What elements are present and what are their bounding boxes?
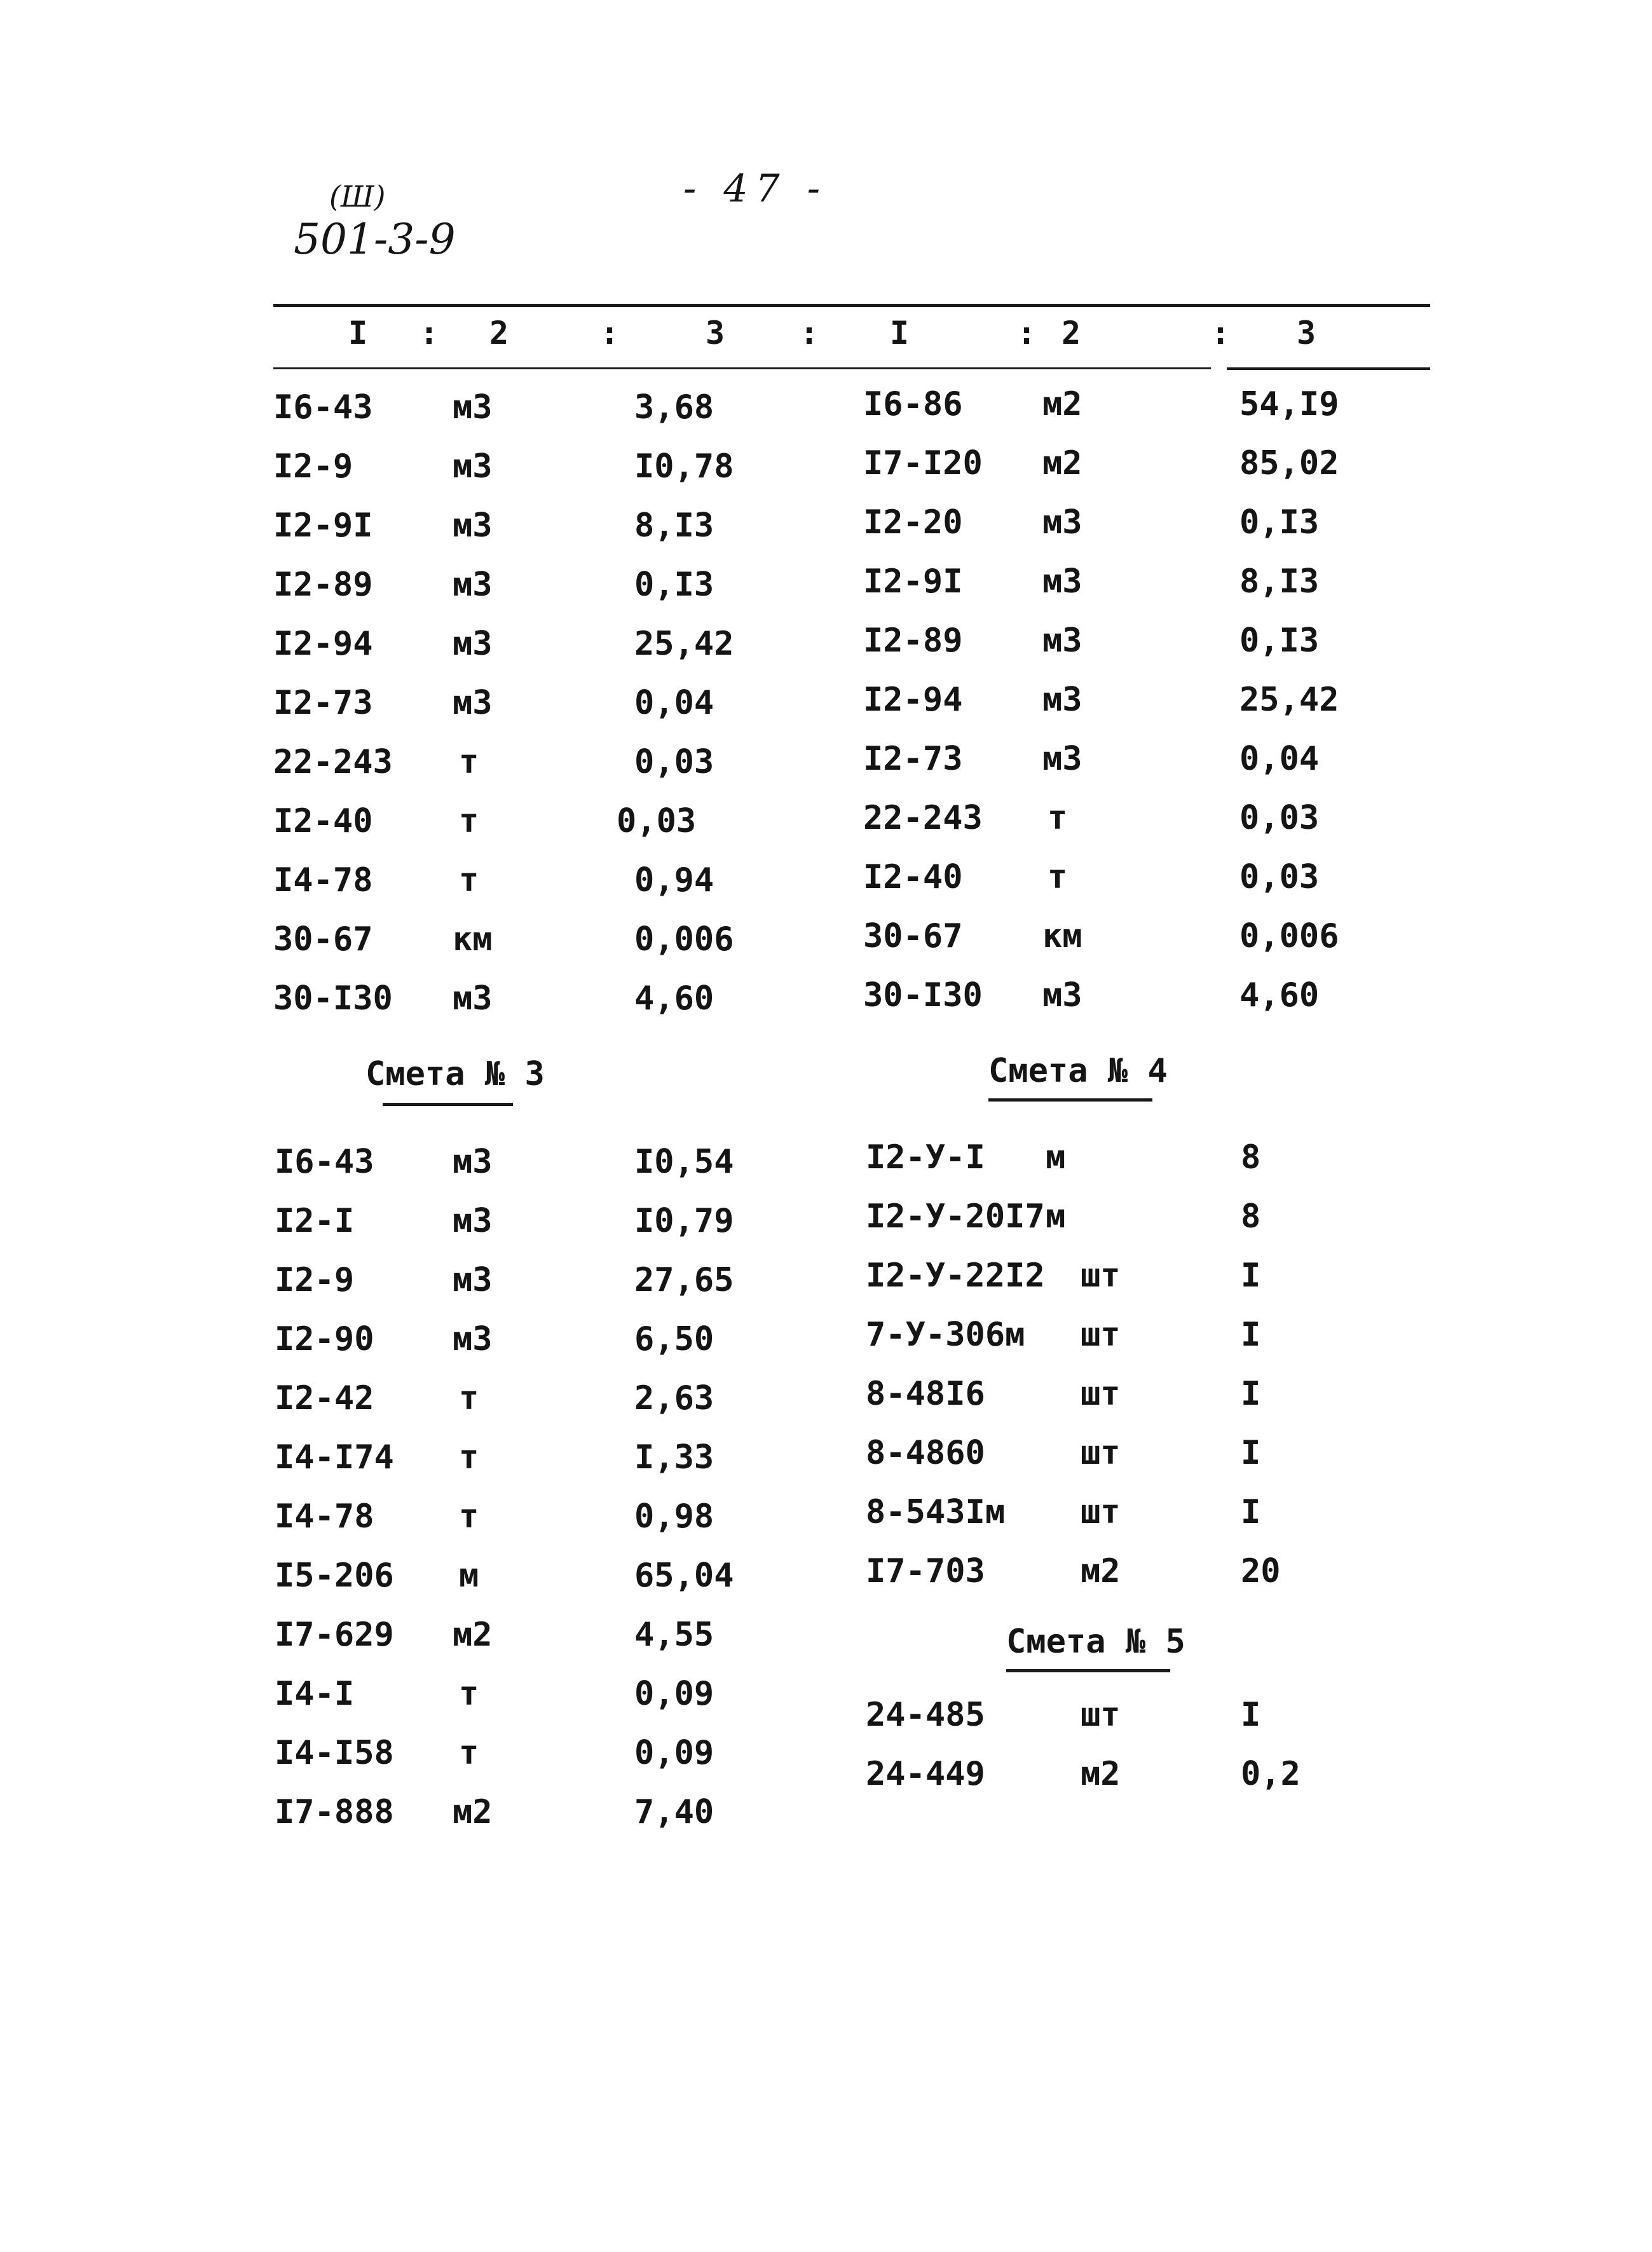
row-value: 0,006	[634, 920, 734, 959]
row-unit: м2	[1081, 1755, 1121, 1793]
row-code: I4-I74	[275, 1438, 394, 1477]
row-unit: т	[459, 802, 479, 840]
row-value: 0,006	[1239, 917, 1339, 955]
row-unit: м2	[453, 1793, 493, 1831]
row-unit: т	[459, 1675, 479, 1713]
row-code: 22-243	[863, 799, 983, 837]
row-code: I2-89	[863, 622, 963, 660]
row-unit: шт	[1081, 1316, 1121, 1354]
smeta-4-underline	[988, 1098, 1152, 1102]
row-unit: м3	[1042, 976, 1082, 1014]
row-unit: шт	[1081, 1493, 1121, 1531]
header-sep-3: :	[800, 315, 819, 351]
row-value: 20	[1241, 1552, 1281, 1590]
row-value: 0,03	[634, 743, 714, 781]
row-code: I7-888	[275, 1793, 394, 1831]
row-unit: м3	[1042, 622, 1082, 660]
row-unit: шт	[1081, 1696, 1121, 1734]
row-unit: м	[1046, 1198, 1066, 1236]
row-value: 4,60	[1239, 976, 1320, 1014]
row-code: I2-9I	[273, 507, 373, 545]
row-unit: т	[1048, 799, 1068, 837]
row-unit: т	[459, 1438, 479, 1477]
row-value: 2,63	[634, 1379, 714, 1417]
row-code: 8-48I6	[866, 1375, 985, 1413]
row-unit: т	[459, 743, 479, 781]
row-value: I	[1241, 1375, 1261, 1413]
row-value: 0,I3	[1239, 622, 1320, 660]
row-unit: км	[453, 920, 493, 959]
header-rule-bottom-right	[1227, 367, 1430, 370]
row-unit: т	[1048, 858, 1068, 896]
row-code: I2-89	[273, 566, 373, 604]
header-rule-bottom-left	[273, 367, 1211, 369]
row-unit: м3	[453, 447, 493, 486]
smeta-3-title: Смета № 3	[365, 1055, 545, 1093]
row-unit: т	[459, 1379, 479, 1417]
row-unit: м3	[453, 1143, 493, 1181]
row-value: 25,42	[1239, 681, 1339, 719]
row-unit: шт	[1081, 1434, 1121, 1472]
row-unit: м3	[453, 1320, 493, 1358]
row-value: 0,98	[634, 1498, 714, 1536]
row-value: 8	[1241, 1198, 1261, 1236]
row-value: 0,2	[1241, 1755, 1300, 1793]
row-value: I	[1241, 1696, 1261, 1734]
row-unit: м3	[453, 625, 493, 663]
row-code: I2-40	[863, 858, 963, 896]
row-code: 30-67	[863, 917, 963, 955]
header-col-1-right: I	[890, 315, 910, 351]
row-value: 0,03	[617, 802, 697, 840]
row-value: 6,50	[634, 1320, 714, 1358]
row-code: 30-I30	[273, 979, 393, 1018]
row-code: I2-9	[275, 1261, 355, 1299]
row-value: 0,04	[1239, 740, 1320, 778]
row-value: 8,I3	[1239, 563, 1320, 601]
header-rule-top	[273, 304, 1430, 307]
row-value: I	[1241, 1493, 1261, 1531]
row-code: I7-629	[275, 1616, 394, 1654]
row-unit: м3	[1042, 503, 1082, 542]
row-value: I0,79	[634, 1202, 734, 1240]
row-value: I	[1241, 1316, 1261, 1354]
row-value: 4,55	[634, 1616, 714, 1654]
row-value: I	[1241, 1434, 1261, 1472]
row-unit: м3	[453, 1261, 493, 1299]
row-code: 8-4860	[866, 1434, 985, 1472]
row-code: I2-73	[863, 740, 963, 778]
row-value: 3,68	[634, 388, 714, 427]
row-code: I6-86	[863, 385, 963, 423]
row-value: I	[1241, 1257, 1261, 1295]
row-value: 0,09	[634, 1734, 714, 1772]
row-unit: м2	[453, 1616, 493, 1654]
row-value: 25,42	[634, 625, 734, 663]
row-unit: шт	[1081, 1257, 1121, 1295]
row-code: I7-703	[866, 1552, 985, 1590]
row-unit: м2	[1081, 1552, 1121, 1590]
row-unit: м3	[453, 684, 493, 722]
row-code: I2-90	[275, 1320, 374, 1358]
row-value: I,33	[634, 1438, 714, 1477]
row-value: I0,78	[634, 447, 734, 486]
row-unit: т	[459, 1734, 479, 1772]
row-value: 0,03	[1239, 799, 1320, 837]
row-value: 0,09	[634, 1675, 714, 1713]
row-unit: м2	[1042, 444, 1082, 482]
row-code: I6-43	[275, 1143, 374, 1181]
smeta-5-underline	[1006, 1669, 1170, 1672]
row-value: I0,54	[634, 1143, 734, 1181]
row-unit: м3	[453, 388, 493, 427]
header-sep-5: :	[1211, 315, 1231, 351]
row-value: 0,94	[634, 861, 714, 899]
row-code: I2-40	[273, 802, 373, 840]
header-col-1-left: I	[348, 315, 368, 351]
row-code: I2-У-I	[866, 1138, 985, 1177]
row-code: I2-У-20I7	[866, 1198, 1045, 1236]
row-code: I4-I	[275, 1675, 355, 1713]
row-value: 27,65	[634, 1261, 734, 1299]
row-code: I2-94	[863, 681, 963, 719]
row-code: 30-I30	[863, 976, 983, 1014]
row-code: I2-42	[275, 1379, 374, 1417]
row-code: 22-243	[273, 743, 393, 781]
row-unit: м3	[453, 566, 493, 604]
row-value: 0,03	[1239, 858, 1320, 896]
row-value: 4,60	[634, 979, 714, 1018]
row-value: 0,I3	[634, 566, 714, 604]
row-code: 30-67	[273, 920, 373, 959]
row-unit: м3	[453, 1202, 493, 1240]
row-code: I6-43	[273, 388, 373, 427]
row-code: I2-94	[273, 625, 373, 663]
row-code: 8-543Iм	[866, 1493, 1006, 1531]
row-unit: м2	[1042, 385, 1082, 423]
row-code: 24-449	[866, 1755, 985, 1793]
header-col-3-right: 3	[1297, 315, 1316, 351]
row-code: I4-78	[273, 861, 373, 899]
row-code: I2-У-22I2	[866, 1257, 1045, 1295]
header-col-3-left: 3	[706, 315, 725, 351]
row-code: I4-I58	[275, 1734, 394, 1772]
row-unit: м3	[453, 979, 493, 1018]
row-code: I2-73	[273, 684, 373, 722]
row-code: 24-485	[866, 1696, 985, 1734]
smeta-4-title: Смета № 4	[988, 1052, 1168, 1090]
row-value: 54,I9	[1239, 385, 1339, 423]
row-value: 85,02	[1239, 444, 1339, 482]
row-unit: м3	[453, 507, 493, 545]
row-unit: шт	[1081, 1375, 1121, 1413]
row-code: I4-78	[275, 1498, 374, 1536]
smeta-3-underline	[383, 1103, 513, 1106]
row-value: 8	[1241, 1138, 1261, 1177]
header-sep-1: :	[420, 315, 439, 351]
row-code: I5-206	[275, 1557, 394, 1595]
row-unit: м	[1046, 1138, 1066, 1177]
row-value: 8,I3	[634, 507, 714, 545]
document-code: 501-3-9	[294, 215, 456, 264]
row-code: I2-I	[275, 1202, 355, 1240]
row-value: 65,04	[634, 1557, 734, 1595]
row-code: I2-9I	[863, 563, 963, 601]
row-value: 0,I3	[1239, 503, 1320, 542]
roman-section-mark: (Ш)	[329, 179, 386, 214]
row-code: I7-I20	[863, 444, 983, 482]
row-unit: м3	[1042, 681, 1082, 719]
header-col-2-left: 2	[489, 315, 509, 351]
row-unit: м3	[1042, 740, 1082, 778]
row-code: I2-9	[273, 447, 353, 486]
header-col-2-right: 2	[1062, 315, 1081, 351]
row-value: 7,40	[634, 1793, 714, 1831]
header-sep-2: :	[600, 315, 620, 351]
page-number: - 47 -	[683, 167, 828, 211]
row-value: 0,04	[634, 684, 714, 722]
header-sep-4: :	[1017, 315, 1037, 351]
row-code: 7-У-306м	[866, 1316, 1025, 1354]
row-unit: м	[459, 1557, 479, 1595]
row-unit: км	[1042, 917, 1082, 955]
row-code: I2-20	[863, 503, 963, 542]
row-unit: м3	[1042, 563, 1082, 601]
smeta-5-title: Смета № 5	[1006, 1623, 1185, 1661]
row-unit: т	[459, 1498, 479, 1536]
row-unit: т	[459, 861, 479, 899]
